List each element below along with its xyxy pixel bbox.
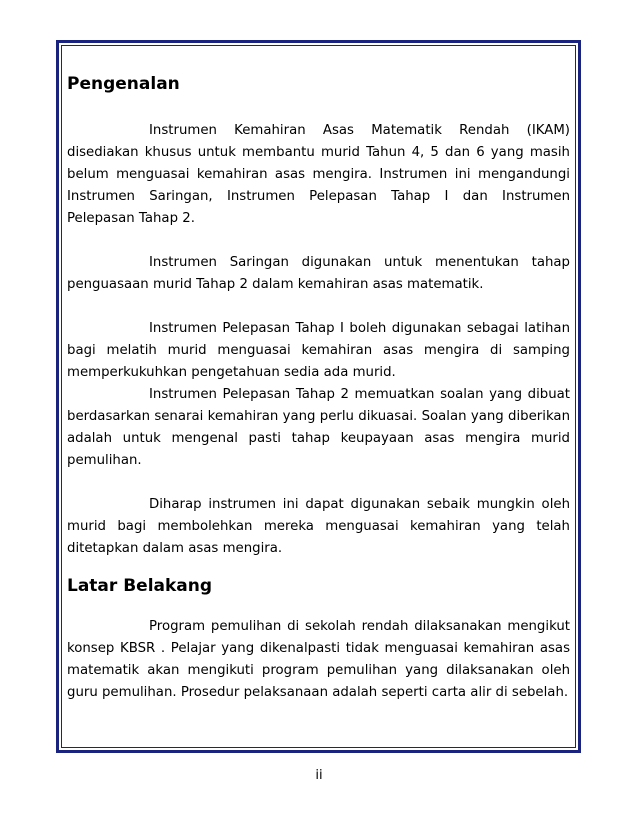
document-body bbox=[67, 72, 570, 704]
paragraph: Program pemulihan di sekolah rendah dilaksanakan mengikut konsep KBSR . Pelajar yang dikenalpasti tidak menguasai kemahiran asas matematik akan mengikuti program pemulihan yang dilaksanakan oleh guru pemulihan. Prosedur pelaksanaan adalah seperti carta alir di sebelah. bbox=[67, 619, 570, 700]
paragraph: Instrumen Pelepasan Tahap 2 memuatkan soalan yang dibuat berdasarkan senarai kemahiran yang perlu dikuasai. Soalan yang diberikan adalah untuk mengenal pasti tahap keupayaan asas mengira murid pemulihan. bbox=[67, 387, 570, 468]
paragraph: Instrumen Pelepasan Tahap I boleh digunakan sebagai latihan bagi melatih murid menguasai kemahiran asas mengira di samping memperkukuhkan pengetahuan sedia ada murid. bbox=[67, 321, 570, 380]
paragraph: Diharap instrumen ini dapat digunakan sebaik mungkin oleh murid bagi membolehkan mereka menguasai kemahiran yang telah ditetapkan dalam asas mengira. bbox=[67, 497, 570, 556]
page-number: ii bbox=[315, 768, 323, 783]
paragraph: Instrumen Saringan digunakan untuk menentukan tahap penguasaan murid Tahap 2 dalam kemahiran asas matematik. bbox=[67, 255, 570, 292]
paragraph: Instrumen Kemahiran Asas Matematik Rendah (IKAM) disediakan khusus untuk membantu murid Tahun 4, 5 dan 6 yang masih belum menguasai kemahiran asas mengira. Instrumen ini mengandungi Instrumen Saringan, Instrumen Pelepasan Tahap I dan Instrumen Pelepasan Tahap 2. bbox=[67, 123, 570, 226]
section-heading-pengenalan: Pengenalan bbox=[67, 74, 180, 94]
section-heading-latar-belakang: Latar Belakang bbox=[67, 576, 213, 596]
